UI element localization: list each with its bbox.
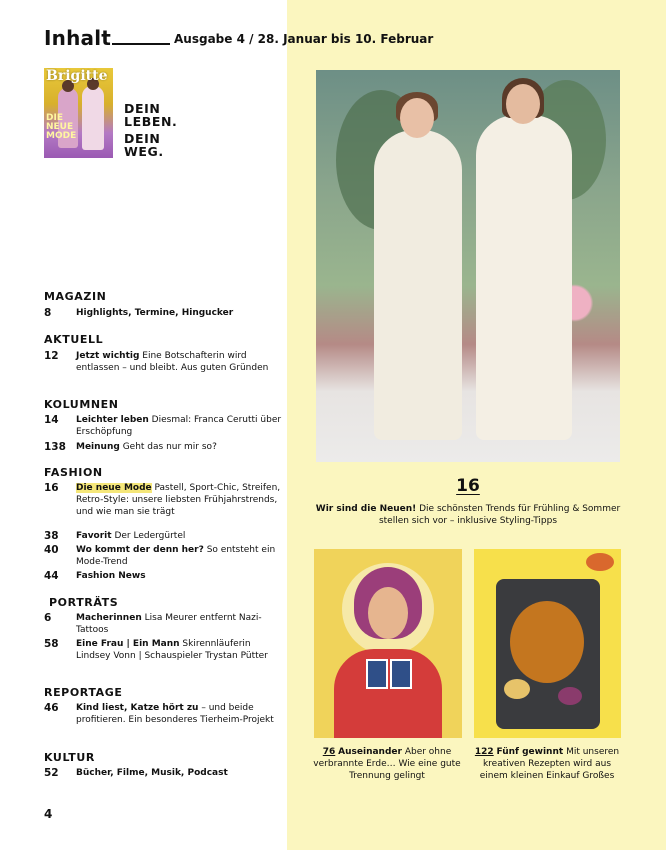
section-heading-magazin: MAGAZIN [44,290,107,303]
issue-info: Ausgabe 4 / 28. Januar bis 10. Februar [174,32,434,46]
entry-description: Lisa Meurer entfernt Nazi-Tattoos [76,613,262,635]
photo-shape [558,687,582,705]
illustration-shape [366,659,388,689]
entry-title: Bücher, Filme, Musik, Podcast [76,768,228,778]
section-heading-kolumnen: KOLUMNEN [44,398,119,411]
feature-page-number: 76 [322,747,336,757]
feature-description: Aber ohne verbrannte Erde… Wie eine gute Trennung gelingt [313,747,461,781]
entry-title: Eine Frau | Ein Mann [76,639,180,649]
entry-page-number: 6 [44,612,52,624]
feature-title: Auseinander [338,747,402,757]
feature-caption-right[interactable] [470,746,624,782]
entry-page-number: 46 [44,702,59,714]
magazine-cover-thumbnail[interactable] [44,68,113,158]
feature-caption-left[interactable] [310,746,464,782]
model-face [400,98,434,138]
entry-title: Kind liest, Katze hört zu [76,703,199,713]
entry-description: Eine Botschafterin wird entlassen – und bleibt. Aus guten Gründen [76,351,269,373]
section-heading-aktuell: AKTUELL [44,333,104,346]
section-heading-fashion: FASHION [44,466,103,479]
title-rule [112,43,170,45]
photo-shape [586,553,614,571]
page-number: 4 [44,807,53,821]
entry-page-number: 12 [44,350,59,362]
cover-logo: Brigitte [46,68,108,84]
feature-description: Die schönsten Trends für Frühling & Sommer stellen sich vor – inklusive Styling-Tipps [378,504,621,526]
feature-page-number: 16 [456,476,480,496]
photo-shape [504,679,530,699]
illustration-separation[interactable] [314,549,462,738]
entry-title: Macherinnen [76,613,142,623]
model-figure [374,130,462,440]
entry-description: Diesmal: Franca Cerutti über Erschöpfung [76,415,282,437]
photo-shape [316,270,620,380]
illustration-shape [368,587,408,639]
entry-title: Leichter leben [76,415,149,425]
feature-description: Mit unseren kreativen Rezepten wird aus einem kleinen Einkauf Großes [479,747,620,781]
main-feature-caption[interactable] [300,475,636,527]
entry-description: Pastell, Sport-Chic, Streifen, Retro-Style: unsere liebsten Frühjahrstrends, und wie man sie trägt [76,483,281,517]
entry-page-number: 38 [44,530,59,542]
cover-headline: DIE NEUE MODE [46,113,77,141]
entry-title: Highlights, Termine, Hingucker [76,308,234,318]
entry-page-number: 44 [44,570,59,582]
slogan-line: LEBEN. [124,114,178,129]
entry-page-number: 138 [44,441,66,453]
feature-page-number: 122 [474,747,494,757]
model-face [506,84,540,124]
entry-title: Fashion News [76,571,146,581]
page-header [44,26,434,52]
entry-page-number: 14 [44,414,59,426]
entry-title: Meinung [76,442,120,452]
entry-page-number: 52 [44,767,59,779]
entry-page-number: 40 [44,544,59,556]
entry-page-number: 58 [44,638,59,650]
slogan-line: DEIN [124,101,161,116]
entry-description: Der Ledergürtel [114,531,186,541]
entry-page-number: 8 [44,307,52,319]
entry-description: Geht das nur mir so? [122,442,217,452]
slogan [124,102,177,158]
section-heading-portraets: PORTRÄTS [49,596,119,609]
entry-title: Die neue Mode [76,483,152,493]
entry-description: – und beide profitieren. Ein besonderes Tierheim-Projekt [76,703,274,725]
entry-page-number: 16 [44,482,59,494]
illustration-shape [390,659,412,689]
illustration-shape [334,649,442,738]
fashion-photo[interactable] [316,70,620,462]
slogan-line: DEIN [124,131,161,146]
entry-description: So entsteht ein Mode-Trend [76,545,276,567]
entry-title: Jetzt wichtig [76,351,140,361]
feature-title: Wir sind die Neuen! [315,504,417,514]
section-heading-kultur: KULTUR [44,751,95,764]
section-heading-reportage: REPORTAGE [44,686,123,699]
photo-shape [510,601,584,683]
model-figure [476,115,572,440]
entry-title: Wo kommt der denn her? [76,545,204,555]
slogan-line: WEG. [124,144,164,159]
page-title: Inhalt [44,26,112,50]
feature-title: Fünf gewinnt [496,747,564,757]
entry-description: Skirennläuferin Lindsey Vonn | Schauspieler Trystan Pütter [76,639,268,661]
entry-title: Favorit [76,531,112,541]
food-photo[interactable] [474,549,621,738]
